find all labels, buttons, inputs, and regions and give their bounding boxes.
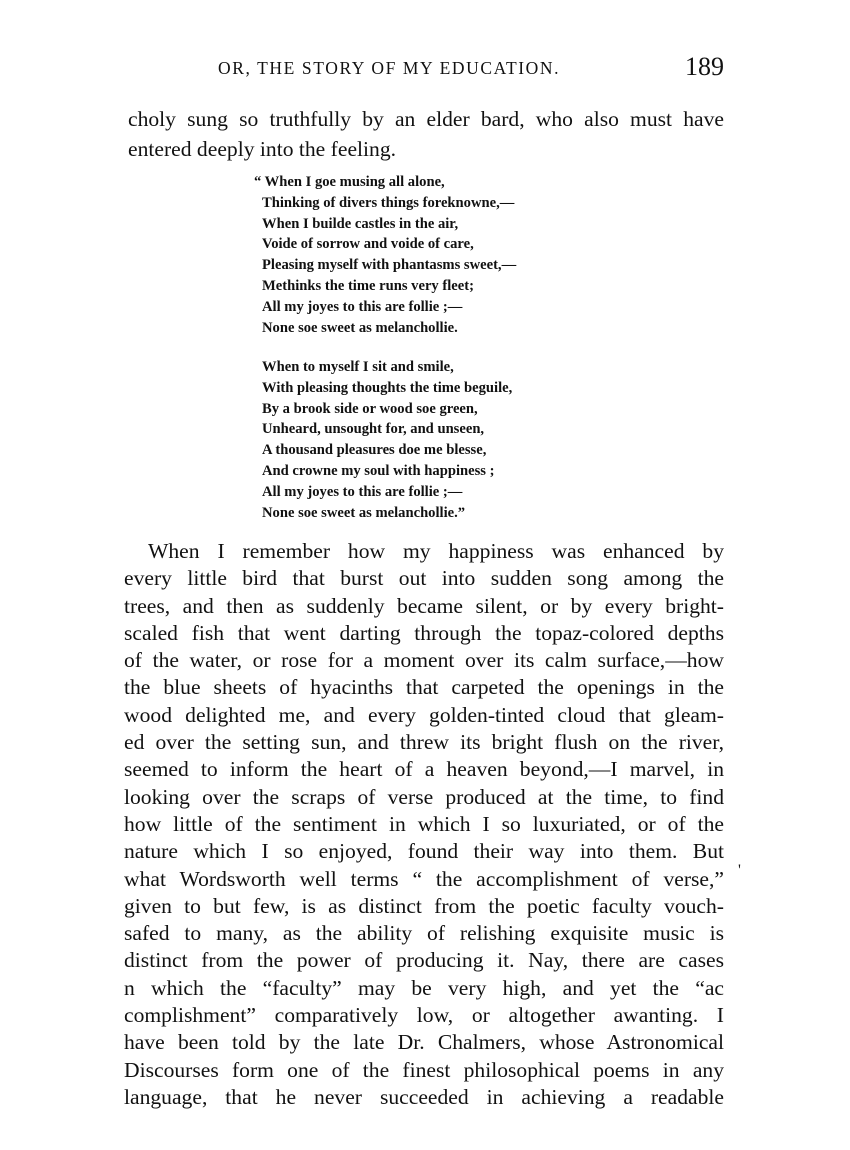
text-line: choly sung so truthfully by an elder bard, who also must have (128, 107, 724, 131)
margin-mark: ' (738, 862, 741, 879)
text-line: entered deeply into the feeling. (128, 137, 397, 161)
text-line: of the water, or rose for a moment over its calm surface,—how (124, 648, 724, 673)
verse-line: Unheard, unsought for, and unseen, (262, 421, 485, 438)
text-line: given to but few, is as distinct from the poetic faculty vouch- (124, 893, 724, 918)
verse-line: “ When I goe musing all alone, (254, 174, 445, 190)
poem-stanza-2 (262, 357, 512, 523)
text-line: scaled fish that went darting through the topaz-colored depths (124, 620, 724, 645)
verse-line: Pleasing myself with phantasms sweet,— (262, 257, 517, 274)
text-line: safed to many, as the ability of relishing exquisite music is (124, 921, 724, 946)
verse-line: When to myself I sit and smile, (262, 359, 454, 375)
verse-line: None soe sweet as melanchollie. (262, 319, 458, 336)
text-line: language, that he never succeeded in achieving a readable (124, 1084, 724, 1109)
verse-line: Thinking of divers things foreknowne,— (262, 194, 515, 211)
text-line: complishment” comparatively low, or altogether awanting. I (124, 1003, 724, 1028)
verse-line: All my joyes to this are follie ;— (262, 483, 463, 500)
verse-line: None soe sweet as melanchollie.” (262, 504, 466, 521)
text-line: trees, and then as suddenly became silent, or by every bright- (124, 593, 724, 618)
text-line: how little of the sentiment in which I so luxuriated, or of the (124, 811, 724, 836)
text-line: seemed to inform the heart of a heaven beyond,—I marvel, in (124, 757, 724, 782)
page-number: 189 (685, 52, 724, 81)
poem-stanza-1 (254, 172, 517, 338)
verse-line: A thousand pleasures doe me blesse, (262, 442, 487, 459)
text-line: nature which I so enjoyed, found their way into them. But (124, 839, 724, 864)
text-line: When I remember how my happiness was enhanced by (148, 539, 724, 563)
verse-line: Methinks the time runs very fleet; (262, 277, 474, 294)
text-line: ed over the setting sun, and threw its bright flush on the river, (124, 730, 724, 755)
verse-line: With pleasing thoughts the time beguile, (262, 379, 513, 396)
text-line: what Wordsworth well terms “ the accomplishment of verse,” (124, 866, 724, 891)
text-line: every little bird that burst out into sudden song among the (124, 566, 724, 591)
verse-line: By a brook side or wood soe green, (262, 400, 478, 417)
verse-line: When I builde castles in the air, (262, 215, 459, 232)
opening-paragraph (128, 104, 724, 164)
running-title: OR, THE STORY OF MY EDUCATION. (218, 58, 561, 78)
verse-line: And crowne my soul with happiness ; (262, 462, 495, 479)
verse-line: All my joyes to this are follie ;— (262, 298, 463, 315)
text-line: the blue sheets of hyacinths that carpeted the openings in the (124, 675, 724, 700)
text-line: distinct from the power of producing it. Nay, there are cases (124, 948, 724, 973)
running-head (128, 52, 724, 86)
text-line: Discourses form one of the finest philosophical poems in any (124, 1057, 724, 1082)
text-line: n which the “faculty” may be very high, and yet the “ac (124, 975, 724, 1000)
text-line: looking over the scraps of verse produced at the time, to find (124, 784, 724, 809)
text-line: have been told by the late Dr. Chalmers, whose Astronomical (124, 1030, 724, 1055)
main-paragraph (124, 538, 724, 1111)
text-line: wood delighted me, and every golden-tinted cloud that gleam- (124, 702, 724, 727)
verse-line: Voide of sorrow and voide of care, (262, 236, 474, 253)
